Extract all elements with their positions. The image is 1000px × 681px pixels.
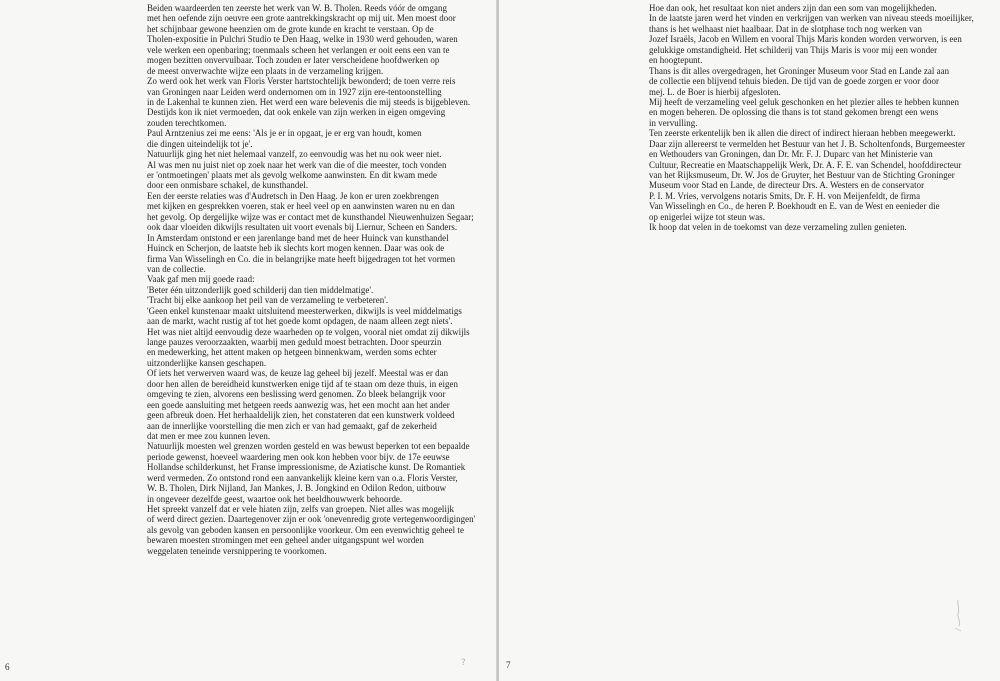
left-page-text-line: Huinck en Scherjon, de laatste heb ik slechts kort mogen kennen. Daar was ook de [147,243,445,254]
margin-pencil-mark: ? [461,658,466,668]
right-page-text-line: In de laatste jaren werd het vinden en verkrijgen van werken van niveau steeds moeilijker, [649,13,974,24]
left-page-text-line: bewaren moesten stromingen met een geheel ander uitgangspunt wel worden [147,535,424,546]
left-page-text-line: geen afbreuk doen. Het herhaaldelijk zien, het constateren dat een kunstwerk voldeed [147,410,455,421]
left-page-text-line: en medewerking, het attent maken op hetgeen binnenkwam, werden soms echter [147,347,437,358]
left-page-text-line: met hen oefende zijn oeuvre een grote aantrekkingskracht op mij uit. Men moest door [147,13,456,24]
left-page-text-line: Een der eerste relaties was d'Audretsch in Den Haag. Je kon er uren zoekbrengen [147,190,439,201]
left-page-text-line: Paul Arntzenius zei me eens: 'Als je er in opgaat, je er erg van houdt, komen [147,128,422,139]
left-page-text-line: Het was niet altijd eenvoudig deze waarheden op te volgen, vooral niet omdat zij dikwijls [147,326,470,337]
left-page-text-line: ook daar vloeiden dikwijls resultaten uit voort evenals bij Liernur, Scheen en Sanders. [147,222,458,233]
right-page-text-line: Ten zeerste erkentelijk ben ik allen die direct of indirect hieraan hebben meegewerkt. [649,128,956,139]
right-page-text-line: en Wethouders van Groningen, dan Dr. Mr. F. J. Duparc van het Ministerie van [649,149,933,160]
left-page-text-line: zouden terechtkomen. [147,117,227,128]
left-page-text-line: of werd direct gezien. Daartegenover zijn er ook 'onevenredig grote vertegenwoordigingen' [147,514,476,525]
left-page-text-line: in ongeveer dezelfde geest, waartoe ook het beeldhouwwerk behoorde. [147,493,403,504]
left-page-text-line: als gevolg van geboden kansen en persoonlijke voorkeur. Om een evenwichtig geheel te [147,524,464,535]
left-page-text [147,3,475,556]
right-page-text-line: Thans is dit alles overgedragen, het Groninger Museum voor Stad en Lande zal aan [649,65,950,76]
left-page-text-line: Destijds kon ik niet vermoeden, dat ook enkele van zijn werken in eigen omgeving [147,107,446,118]
right-page-text-line: thans is het welhaast niet haalbaar. Dat in de slotphase toch nog werken van [649,23,922,34]
left-page-text-line: mogen bezitten onvervulbaar. Toch zouden er later verscheidene hoofdwerken op [147,55,440,66]
left-page-text-line: 'Tracht bij elke aankoop het peil van de verzameling te verbeteren'. [147,295,389,306]
right-page-text-line: Jozef Israëls, Jacob en Willem en vooral Thijs Maris konden worden verworven, is een [649,34,962,45]
left-page-text-line: het schijnbaar gewone heenzien om de grote kunde en kracht te verstaan. Op de [147,23,434,34]
right-page-text-line: en hoogtepunt. [649,55,703,66]
left-page-text-line: vele werken een openbaring; toenmaals scheen het verlangen er ooit eens een van te [147,44,450,55]
left-page-text-line: lange pauzes veroorzaakten, waarbij men geduld moest betrachten. Door speurzin [147,337,442,347]
left-page-text-line: een goede aansluiting met hetgeen reeds aanwezig was, het een mocht aan het ander [147,399,450,410]
right-page-text-line: P. I. M. Vries, vervolgens notaris Smits, Dr. F. H. von Meijenfeldt, de firma [649,190,921,201]
left-page-text-line: omgeving te zien, alvorens een beslissing werd genomen. Zo bleek belangrijk voor [147,389,446,400]
right-page-text-line: van het Rijksmuseum, Dr. W. Jos de Gruyter, het Bestuur van de Stichting Groninger [649,170,955,180]
left-page-text-line: periode gewenst, hoeveel waardering men ook kon hebben voor bijv. de 17e eeuwse [147,451,450,462]
right-page-text-line: mej. L. de Boer is hierbij afgesloten. [649,86,781,97]
left-page-text-line: de meest onverwachte wijze een plaats in de verzameling krijgen. [147,65,384,76]
left-page-text-line: er 'ontmoetingen' plaats met als gevolg welkome aanwinsten. En dit kwam mede [147,170,437,180]
left-page-text-line: aan de markt, wacht rustig af tot het goede komt opdagen, de naam alleen zegt niets'. [147,316,453,327]
left-page [0,0,497,681]
right-page-text-line: Daar zijn allereerst te vermelden het Bestuur van het J. B. Scholtenfonds, Burgemeester [649,138,965,149]
left-page-text-line: 'Geen enkel kunstenaar maakt uitsluitend meesterwerken, dikwijls is veel middelmatigs [147,305,462,316]
right-page-text-line: in vervulling. [649,117,698,128]
right-page-text-line: op enigerlei wijze tot steun was. [649,211,766,222]
page-number-right: 7 [506,660,511,670]
left-page-text-line: Het spreekt vanzelf dat er vele hiaten zijn, zelfs van groepen. Niet alles was mogelijk [147,504,454,514]
left-page-text-line: Tholen-expositie in Pulchri Studio te Den Haag, welke in 1930 werd gehouden, waren [147,34,458,45]
left-page-text-line: firma Van Wisselingh en Co. die in belangrijke mate heeft bijgedragen tot het vormen [147,253,456,264]
right-page-text-line: de collectie een blijvend tehuis bieden. De tijd van de goede zorgen er voor door [649,76,940,87]
left-page-text-line: dat men er mee zou kunnen leven. [147,430,271,441]
right-page-text-line: Hoe dan ook, het resultaat kon niet anders zijn dan een som van mogelijkheden. [649,3,937,13]
right-page-text-line: Museum voor Stad en Lande, de directeur Drs. A. Westers en de conservator [649,180,925,191]
left-page-text-line: Beiden waardeerden ten zeerste het werk van W. B. Tholen. Reeds vóór de omgang [147,3,447,13]
left-page-text-line: Zo werd ook het werk van Floris Verster hartstochtelijk bewonderd; de toen verre reis [147,76,456,87]
right-page-text-line: Van Wisselingh en Co., de heren P. Boekhoudt en E. van de West en eenieder die [649,201,940,212]
right-page-text-line: Cultuur, Recreatie en Maatschappelijk Werk, Dr. A. F. E. van Schendel, hoofddirecteur [649,159,962,170]
left-page-text-line: van Groningen naar Leiden werd ondernomen om in 1927 zijn ere-tentoonstelling [147,86,442,97]
left-page-text-line: weggelaten teneinde versnippering te voorkomen. [147,545,327,556]
left-page-text-line: in de Lakenhal te kunnen zien. Het werd een ware belevenis die mij steeds is bijgebleven. [147,96,471,107]
left-page-text-line: Natuurlijk moesten wel grenzen worden gesteld en was bewust beperken tot een bepaalde [147,441,470,452]
margin-pencil-scribble [952,598,966,634]
page-number-left: 6 [5,662,10,672]
left-page-text-line: aan de innerlijke voorstelling die men zich er van had gemaakt, gaf de zekerheid [147,420,437,431]
left-page-text-line: werd vermeden. Zo ontstond rond een aanvankelijk kleine kern van o.a. Floris Verster, [147,472,458,483]
left-page-text-line: Of iets het verwerven waard was, de keuze lag geheel bij jezelf. Meestal was er dan [147,368,449,379]
left-page-text-line: In Amsterdam ontstond er een jarenlange band met de heer Huinck van kunsthandel [147,232,449,243]
right-page-text-line: en mogen beheren. De oplossing die thans is tot stand gekomen brengt een wens [649,107,939,118]
left-page-text-line: Al was men nu juist niet op zoek naar het werk van die of die meester, toch vonden [147,159,447,170]
left-page-text-line: door hen allen de bereidheid kunstwerken enige tijd af te staan om deze thuis, in eigen [147,378,458,389]
left-page-text-line: W. B. Tholen, Dirk Nijland, Jan Mankes, J. B. Jongkind en Odilon Redon, uitbouw [147,483,447,494]
right-page [499,0,1000,681]
left-page-text-line: die dingen uiteindelijk tot je'. [147,138,253,149]
left-page-text-line: uitzonderlijke kansen geschapen. [147,357,267,368]
right-page-text-line: Mij heeft de verzameling veel geluk geschonken en het plezier alles te hebben kunnen [649,96,960,107]
left-page-text-line: door een onmisbare schakel, de kunsthandel. [147,180,309,191]
right-page-text-line: gelukkige omstandigheid. Het schilderij van Thijs Maris is voor mij een wonder [649,44,938,55]
left-page-text-line: 'Beter één uitzonderlijk goed schilderij dan tien middelmatige'. [147,284,374,295]
left-page-text-line: met kijken en gesprekken voeren, stak er heel veel op en aanwinsten waren nu en dan [147,201,455,212]
right-page-text-line: Ik hoop dat velen in de toekomst van deze verzameling zullen genieten. [649,222,907,233]
right-page-text [649,3,974,233]
left-page-text-line: van de collectie. [147,263,206,274]
left-page-text-line: Natuurlijk ging het niet helemaal vanzelf, zo eenvoudig was het nu ook weer niet. [147,149,442,160]
left-page-text-line: Hollandse schilderkunst, het Franse impressionisme, de Aziatische kunst. De Romantiek [147,462,466,473]
left-page-text-line: het gevolg. Op dergelijke wijze was er contact met de kunsthandel Nieuwenhuizen Segaar; [147,211,474,222]
left-page-text-line: Vaak gaf men mij goede raad: [147,274,255,285]
